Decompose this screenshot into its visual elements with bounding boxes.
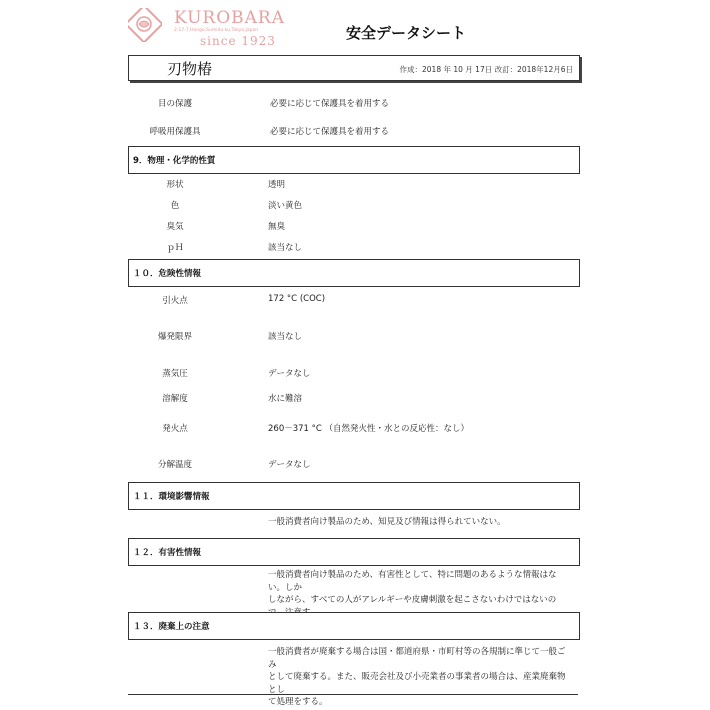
document-title: 安全データシート [346,24,467,42]
product-title-box [128,55,580,81]
section-header-12 [128,538,580,566]
row-label-respiratory-protection: 呼吸用保護具 [149,127,201,137]
section-title: １０．危険性情報 [133,269,202,279]
row-value-ignition-point: 260－371 °C （自然発火性・水との反応性：なし） [268,424,470,434]
section-11-text: 一般消費者向け製品のため、知見及び情報は得られていない。 [268,517,506,527]
row-label-vapor-pressure: 蒸気圧 [162,369,188,379]
section-13-text [268,646,573,709]
text-line: 一般消費者向け製品のため、有害性として、特に問題のあるような情報はない。しか [268,570,557,593]
section-header-10 [128,259,580,287]
row-value-solubility: 水に難溶 [268,394,303,404]
row-value-vapor-pressure: データなし [268,369,311,379]
bottom-divider [128,694,578,695]
row-value-form: 透明 [268,180,286,190]
brand-since: since 1923 [200,34,276,48]
document-dates: 作成：2018 年 10 月 17日 改訂：2018年12月6日 [399,65,573,74]
text-line: しながら、すべての人がアレルギーや皮膚刺激を起こさないわけではないの [268,595,557,605]
brand-address: 2-17-7,Hongo,Sumida-ku,Tokyo,Japan [174,28,259,33]
section-header-13 [128,612,580,640]
section-title: １１．環境影響情報 [133,492,210,502]
row-label-ignition-point: 発火点 [162,424,188,434]
brand-logo [128,6,308,46]
section-title: １３．廃棄上の注意 [133,622,210,632]
section-title: 9．物理・化学的性質 [133,156,216,166]
row-label-decomposition-temp: 分解温度 [157,460,192,470]
text-line: て処理をする。 [268,697,328,707]
rose-logo-icon [128,8,162,42]
text-line: 一般消費者が廃棄する場合は国・都道府県・市町村等の各規制に準じて一般ごみ [268,647,566,670]
row-value-flash-point: 172 °C (COC) [268,294,326,304]
row-label-form: 形状 [166,180,184,190]
row-label-eye-protection: 目の保護 [157,99,192,109]
section-title: １２．有害性情報 [133,548,202,558]
section-header-11 [128,482,580,510]
row-label-solubility: 溶解度 [162,394,188,404]
product-name: 刃物椿 [167,60,213,78]
row-value-decomposition-temp: データなし [268,460,311,470]
row-label-odor: 臭気 [166,222,184,232]
row-label-ph: ｐＨ [166,243,184,253]
row-value-explosive-limit: 該当なし [268,332,303,342]
section-header-9 [128,146,580,174]
row-value-eye-protection: 必要に応じて保護具を着用する [270,99,390,109]
row-value-ph: 該当なし [268,243,303,253]
row-label-flash-point: 引火点 [162,296,188,306]
row-label-explosive-limit: 爆発限界 [157,332,192,342]
row-value-odor: 無臭 [268,222,286,232]
row-value-respiratory-protection: 必要に応じて保護具を着用する [270,127,390,137]
row-value-color: 淡い黄色 [268,201,303,211]
text-line: として廃棄する。また、販売会社及び小売業者の事業者の場合は、産業廃棄物とし [268,672,566,695]
row-label-color: 色 [170,201,180,211]
brand-name: KUROBARA [174,8,286,28]
